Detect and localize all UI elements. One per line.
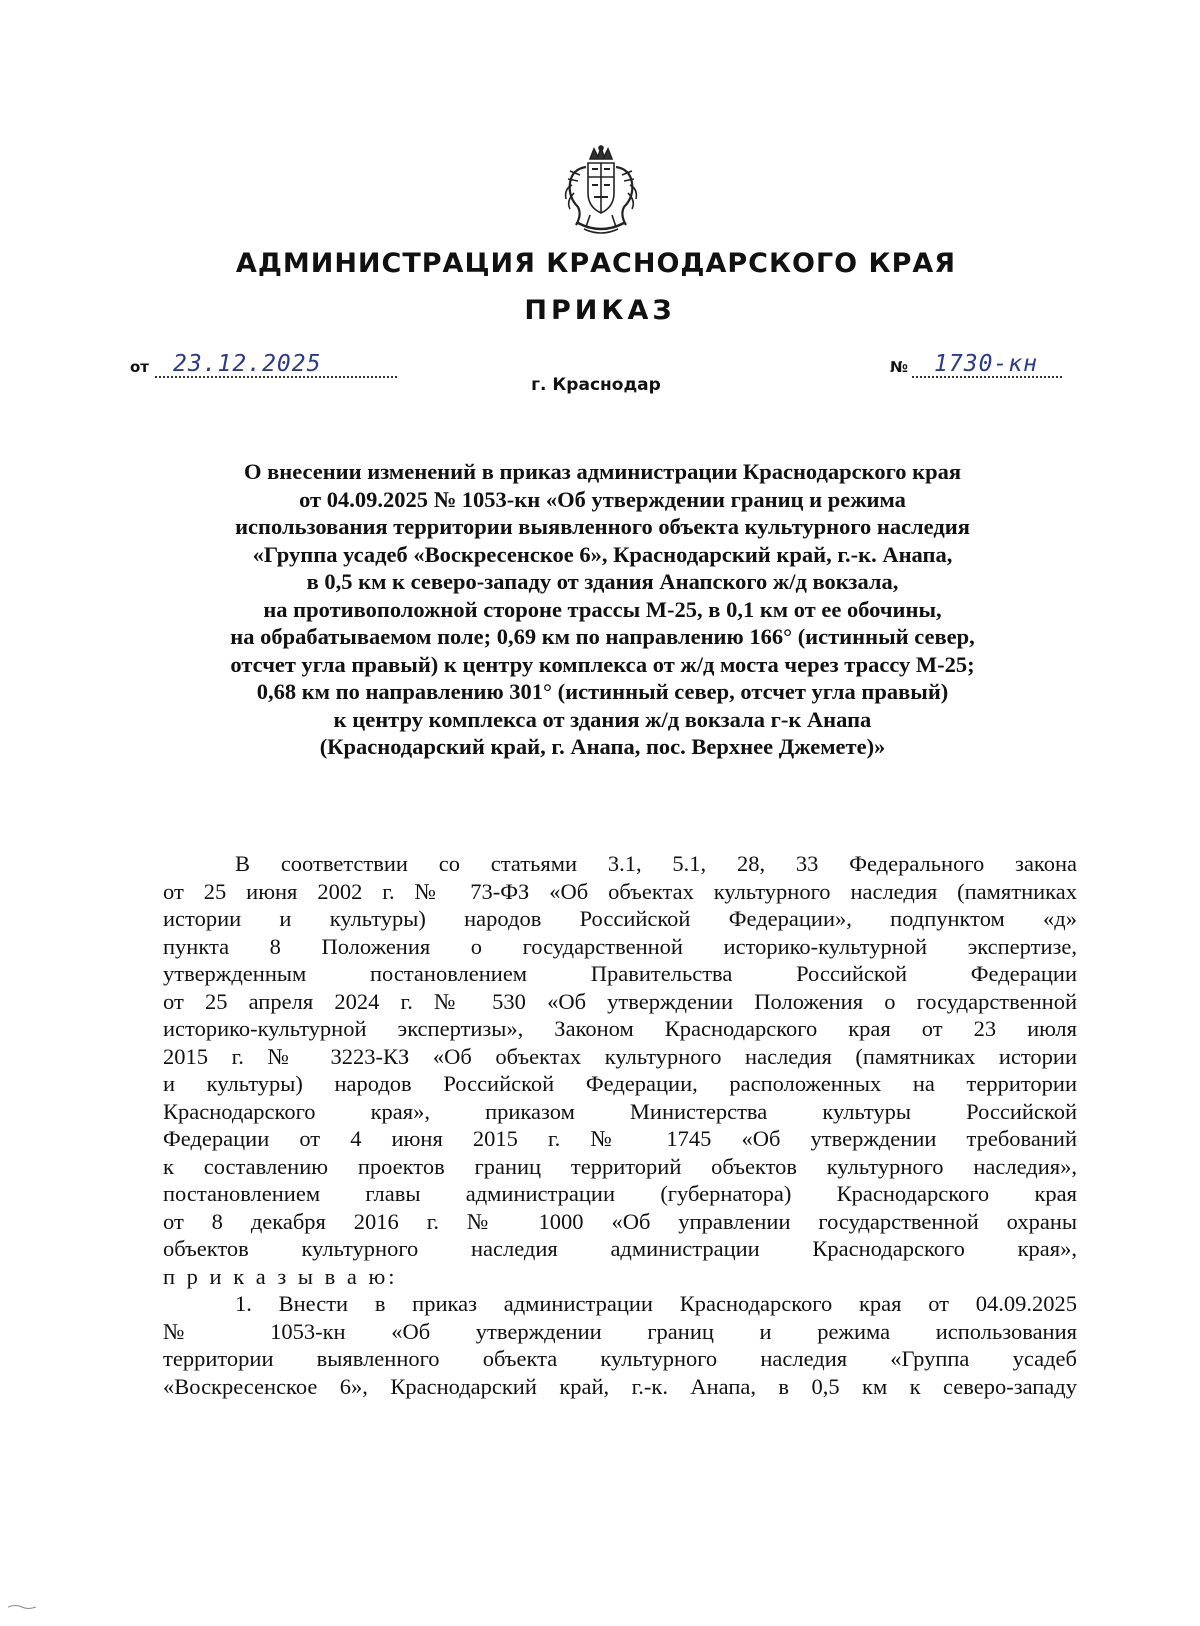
body-line: историко-культурной экспертизы», Законом Краснодарского края от 23 июля: [163, 1016, 1077, 1041]
subject-line: на обрабатываемом поле; 0,69 км по направлению 166° (истинный север,: [230, 624, 975, 649]
body-line: пункта 8 Положения о государственной историко-культурной экспертизе,: [163, 933, 1077, 959]
subject-line: на противоположной стороне трассы М-25, в 0,1 км от ее обочины,: [263, 596, 942, 622]
body-line: объектов культурного наследия администрации Краснодарского края»,: [163, 1236, 1077, 1261]
date-value: 23.12.2025: [155, 352, 397, 378]
organization-title: АДМИНИСТРАЦИЯ КРАСНОДАРСКОГО КРАЯ: [235, 248, 957, 279]
body-line: территории выявленного объекта культурного наследия «Группа усадеб: [163, 1346, 1077, 1371]
body-line: и культуры) народов Российской Федерации, расположенных на территории: [163, 1071, 1077, 1096]
subject-line: О внесении изменений в приказ администрации Краснодарского края: [243, 459, 962, 484]
subject-line: использования территории выявленного объекта культурного наследия: [235, 514, 970, 539]
subject-line: от 04.09.2025 № 1053-кн «Об утверждении границ и режима: [299, 486, 906, 512]
body-line: 1. Внести в приказ администрации Краснодарского края от 04.09.2025: [235, 1291, 1077, 1316]
body-line-order-word: п р и к а з ы в а ю:: [163, 1263, 398, 1289]
body-line: от 8 декабря 2016 г. № 1000 «Об управлении государственной охраны: [163, 1208, 1077, 1234]
body-line: от 25 апреля 2024 г. № 530 «Об утверждении Положения о государственной: [163, 988, 1077, 1014]
subject-line: 0,68 км по направлению 301° (истинный север, отсчет угла правый): [256, 679, 949, 704]
subject-line: в 0,5 км к северо-западу от здания Анапского ж/д вокзала,: [306, 569, 899, 594]
body-line: Федерации от 4 июня 2015 г. № 1745 «Об утверждении требований: [163, 1126, 1077, 1151]
date-label: от: [130, 358, 149, 376]
subject-line: «Группа усадеб «Воскресенское 6», Краснодарский край, г.-к. Анапа,: [252, 541, 953, 567]
scan-mark-icon: [8, 1604, 36, 1610]
body-line: истории и культуры) народов Российской Федерации», подпунктом «д»: [163, 906, 1077, 931]
body-line: постановлением главы администрации (губернатора) Краснодарского края: [163, 1181, 1077, 1206]
number-value: 1730-кн: [912, 352, 1062, 378]
subject-line: к центру комплекса от здания ж/д вокзала г-к Анапа: [333, 706, 872, 732]
body-line: В соответствии со статьями 3.1, 5.1, 28, 33 Федерального закона: [235, 851, 1077, 876]
body-line: «Воскресенское 6», Краснодарский край, г.-к. Анапа, в 0,5 км к северо-западу: [163, 1373, 1077, 1399]
subject-line: отсчет угла правый) к центру комплекса от ж/д моста через трассу М-25;: [230, 651, 975, 677]
body-line: 2015 г. № 3223-КЗ «Об объектах культурного наследия (памятниках истории: [163, 1043, 1077, 1069]
coat-of-arms-icon: [560, 145, 642, 237]
body-line: № 1053-кн «Об утверждении границ и режима использования: [163, 1318, 1077, 1344]
subject-line: (Краснодарский край, г. Анапа, пос. Верхнее Джемете)»: [319, 734, 886, 759]
number-label: №: [890, 358, 909, 376]
city-label: г. Краснодар: [531, 375, 661, 395]
body-line: Краснодарского края», приказом Министерства культуры Российской: [163, 1098, 1077, 1124]
order-subject: [150, 458, 1055, 761]
body-line: к составлению проектов границ территорий объектов культурного наследия»,: [163, 1153, 1077, 1179]
body-line: от 25 июня 2002 г. № 73-ФЗ «Об объектах культурного наследия (памятниках: [163, 878, 1077, 904]
body-line: утвержденным постановлением Правительства Российской Федерации: [163, 961, 1077, 986]
document-type-title: ПРИКАЗ: [524, 295, 676, 326]
order-body: [163, 850, 1077, 1400]
